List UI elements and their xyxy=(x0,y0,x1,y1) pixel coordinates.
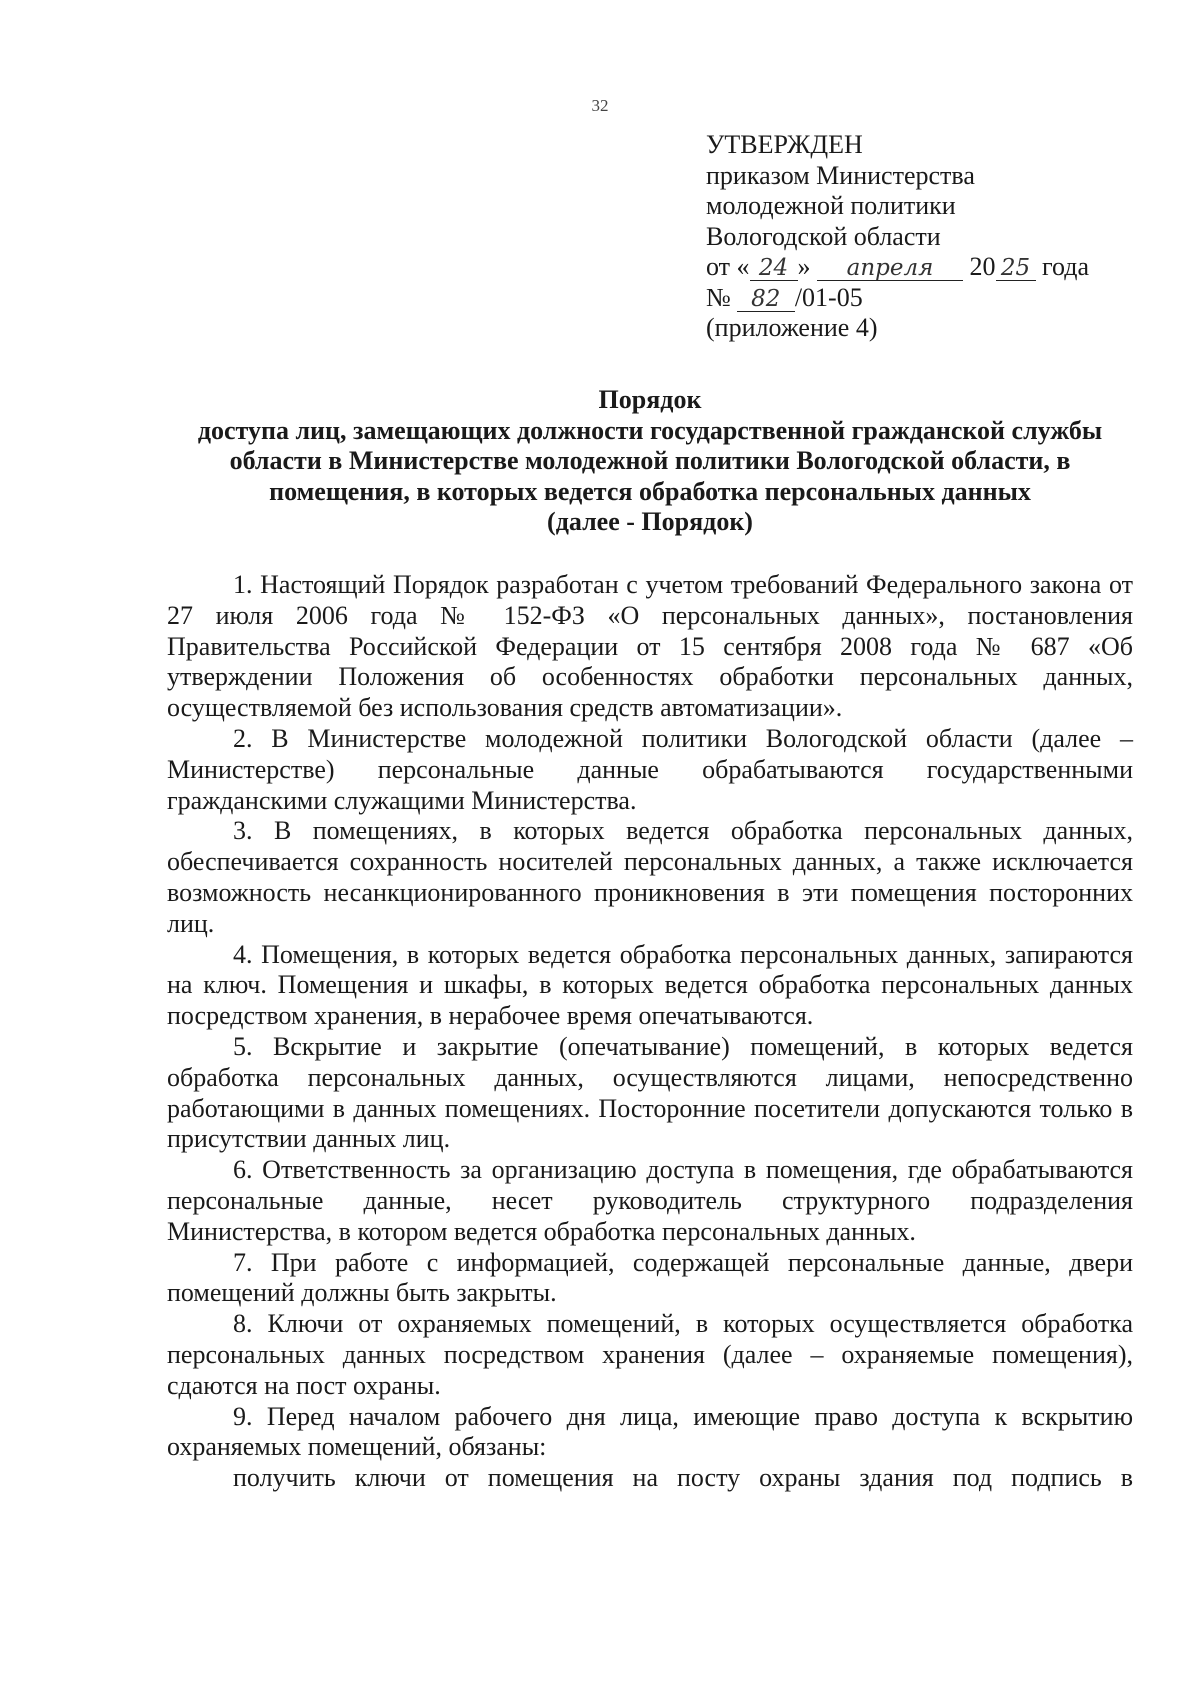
title-line-1: доступа лиц, замещающих должности государственной гражданской службы xyxy=(197,415,1103,445)
paragraph-7: 7. При работе с информацией, содержащей персональные данные, двери помещений должны быть закрыты. xyxy=(167,1247,1133,1308)
paragraph-3: 3. В помещениях, в которых ведется обработка персональных данных, обеспечивается сохранность носителей персональных данных, а также исключается возможность несанкционированного проникновения в эти помещения посторонних лиц. xyxy=(167,816,1133,938)
paragraph-5: 5. Вскрытие и закрытие (опечатывание) помещений, в которых ведется обработка персональных данных, осуществляются лицами, непосредственно работающими в данных помещениях. Посторонние посетители допускаются только в присутствии данных лиц. xyxy=(167,1031,1133,1154)
paragraph-1: 1. Настоящий Порядок разработан с учетом требований Федерального закона от 27 июля 2006 года № 152-ФЗ «О персональных данных», постановления Правительства Российской Федерации от 15 сентября 2008 года № 687 «Об утверждении Положения об особенностях обработки персональных данных, осуществляемой без использования средств автоматизации». xyxy=(167,570,1133,723)
approval-order-line: приказом Министерства xyxy=(706,160,975,190)
paragraph-6: 6. Ответственность за организацию доступа в помещения, где обрабатываются персональные данные, несет руководитель структурного подразделения Министерства, в котором ведется обработка персональных данных. xyxy=(167,1155,1133,1246)
approval-stamp xyxy=(706,130,1146,344)
year-handwritten: 25 xyxy=(996,256,1036,281)
year-prefix: 20 xyxy=(969,252,996,281)
approval-date-line xyxy=(706,252,1146,283)
number-suffix: /01-05 xyxy=(794,282,863,312)
number-handwritten: 82 xyxy=(737,287,795,312)
date-mid: » xyxy=(797,252,811,281)
date-prefix: от « xyxy=(706,252,750,281)
title-line-4: (далее - Порядок) xyxy=(547,507,753,536)
date-month-handwritten: апреля xyxy=(817,256,963,281)
title-heading: Порядок xyxy=(598,385,702,414)
approval-ministry-line: молодежной политики xyxy=(706,191,956,220)
approval-region-line: Вологодской области xyxy=(706,221,941,251)
paragraph-2: 2. В Министерстве молодежной политики Вологодской области (далее – Министерстве) персональные данные обрабатываются государственными гражданскими служащими Министерства. xyxy=(167,723,1133,815)
paragraph-9: 9. Перед началом рабочего дня лица, имеющие право доступа к вскрытию охраняемых помещений, обязаны: xyxy=(167,1401,1133,1462)
approval-status: УТВЕРЖДЕН xyxy=(706,130,863,159)
paragraph-10: получить ключи от помещения на посту охраны здания под подпись в xyxy=(233,1463,1133,1493)
title-line-3: помещения, в которых ведется обработка персональных данных xyxy=(269,476,1031,506)
title-line-2: области в Министерстве молодежной политики Вологодской области, в xyxy=(229,446,1071,475)
page-number: 32 xyxy=(591,96,609,115)
document-body xyxy=(167,570,1133,1494)
year-word: года xyxy=(1042,252,1090,281)
number-sign: № xyxy=(706,282,731,312)
document-title xyxy=(150,385,1150,538)
approval-annex: (приложение 4) xyxy=(706,313,878,342)
paragraph-4: 4. Помещения, в которых ведется обработка персональных данных, запираются на ключ. Помещения и шкафы, в которых ведется обработка персональных данных посредством хранения, в нерабочее время опечатываются. xyxy=(167,939,1133,1031)
date-day-handwritten: 24 xyxy=(750,256,798,281)
approval-number-line xyxy=(706,283,1146,314)
paragraph-8: 8. Ключи от охраняемых помещений, в которых осуществляется обработка персональных данных посредством хранения (далее – охраняемые помещения), сдаются на пост охраны. xyxy=(167,1309,1133,1400)
